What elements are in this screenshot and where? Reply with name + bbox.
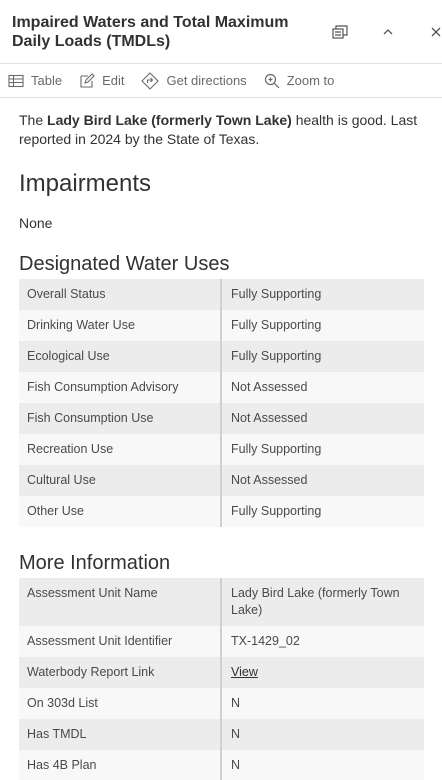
impairments-heading: Impairments: [19, 170, 152, 197]
edit-button[interactable]: [79, 65, 124, 97]
panel-header: [0, 0, 442, 64]
table-row: [19, 434, 424, 465]
row-label: On 303d List: [19, 688, 221, 719]
row-label: Assessment Unit Name: [19, 578, 221, 626]
row-value: Not Assessed: [231, 473, 308, 487]
table-row: [19, 372, 424, 403]
row-value: Not Assessed: [231, 380, 308, 394]
row-value: N: [231, 758, 241, 772]
zoom-to-label: Zoom to: [286, 73, 335, 88]
chevron-up-icon: [381, 25, 395, 39]
row-value: Not Assessed: [231, 411, 308, 425]
row-value: N: [231, 696, 241, 710]
edit-label: Edit: [102, 73, 125, 88]
table-row: [19, 310, 424, 341]
get-directions-button[interactable]: [141, 65, 246, 97]
row-label: Ecological Use: [19, 341, 221, 372]
row-value: Fully Supporting: [231, 349, 322, 363]
table-button[interactable]: [8, 65, 62, 97]
zoom-to-button[interactable]: [264, 65, 335, 97]
row-label: Recreation Use: [19, 434, 221, 465]
row-value: Fully Supporting: [231, 442, 322, 456]
dock-button[interactable]: [328, 20, 352, 44]
edit-icon: [79, 73, 95, 89]
popup-content: [19, 99, 424, 780]
table-row: [19, 403, 424, 434]
summary-prefix: The: [19, 112, 48, 128]
row-label: Waterbody Report Link: [19, 657, 221, 688]
row-value: N: [231, 727, 241, 741]
table-row: [19, 750, 424, 780]
table-row: [19, 496, 424, 527]
row-label: Assessment Unit Identifier: [19, 626, 221, 657]
more-information-table: [19, 578, 424, 780]
row-label: Has TMDL: [19, 719, 221, 750]
directions-icon: [141, 72, 159, 90]
close-button[interactable]: [424, 20, 442, 44]
row-label: Has 4B Plan: [19, 750, 221, 780]
table-row: [19, 626, 424, 657]
designated-uses-table: [19, 279, 424, 527]
waterbody-report-link[interactable]: View: [231, 665, 258, 679]
table-row: [19, 657, 424, 688]
zoom-in-icon: [264, 73, 280, 89]
summary-suffix: health is good. Last reported in 2024 by the State of Texas.: [19, 112, 418, 147]
row-label: Fish Consumption Advisory: [19, 372, 221, 403]
row-label: Other Use: [19, 496, 221, 527]
table-row: [19, 279, 424, 310]
row-value: Fully Supporting: [231, 287, 322, 301]
table-icon: [8, 74, 24, 88]
collapse-button[interactable]: [376, 20, 400, 44]
table-row: [19, 688, 424, 719]
table-row: [19, 719, 424, 750]
action-toolbar: [0, 64, 442, 98]
table-row: [19, 465, 424, 496]
row-value: TX-1429_02: [231, 634, 300, 648]
waterbody-name: Lady Bird Lake (formerly Town Lake): [47, 112, 292, 128]
impairments-value: None: [19, 215, 53, 231]
row-label: Drinking Water Use: [19, 310, 221, 341]
dock-icon: [331, 23, 349, 41]
row-label: Fish Consumption Use: [19, 403, 221, 434]
close-icon: [429, 25, 442, 39]
table-row: [19, 578, 424, 626]
table-label: Table: [31, 73, 63, 88]
row-label: Overall Status: [19, 279, 221, 310]
more-information-heading: More Information: [19, 552, 171, 574]
row-label: Cultural Use: [19, 465, 221, 496]
panel-title: Impaired Waters and Total Maximum Daily Loads (TMDLs): [12, 14, 289, 50]
row-value: Fully Supporting: [231, 504, 322, 518]
directions-label: Get directions: [166, 73, 247, 88]
row-value: Fully Supporting: [231, 318, 322, 332]
designated-uses-heading: Designated Water Uses: [19, 253, 230, 275]
health-summary: [19, 111, 424, 149]
row-value: Lady Bird Lake (formerly Town Lake): [231, 586, 400, 617]
table-row: [19, 341, 424, 372]
